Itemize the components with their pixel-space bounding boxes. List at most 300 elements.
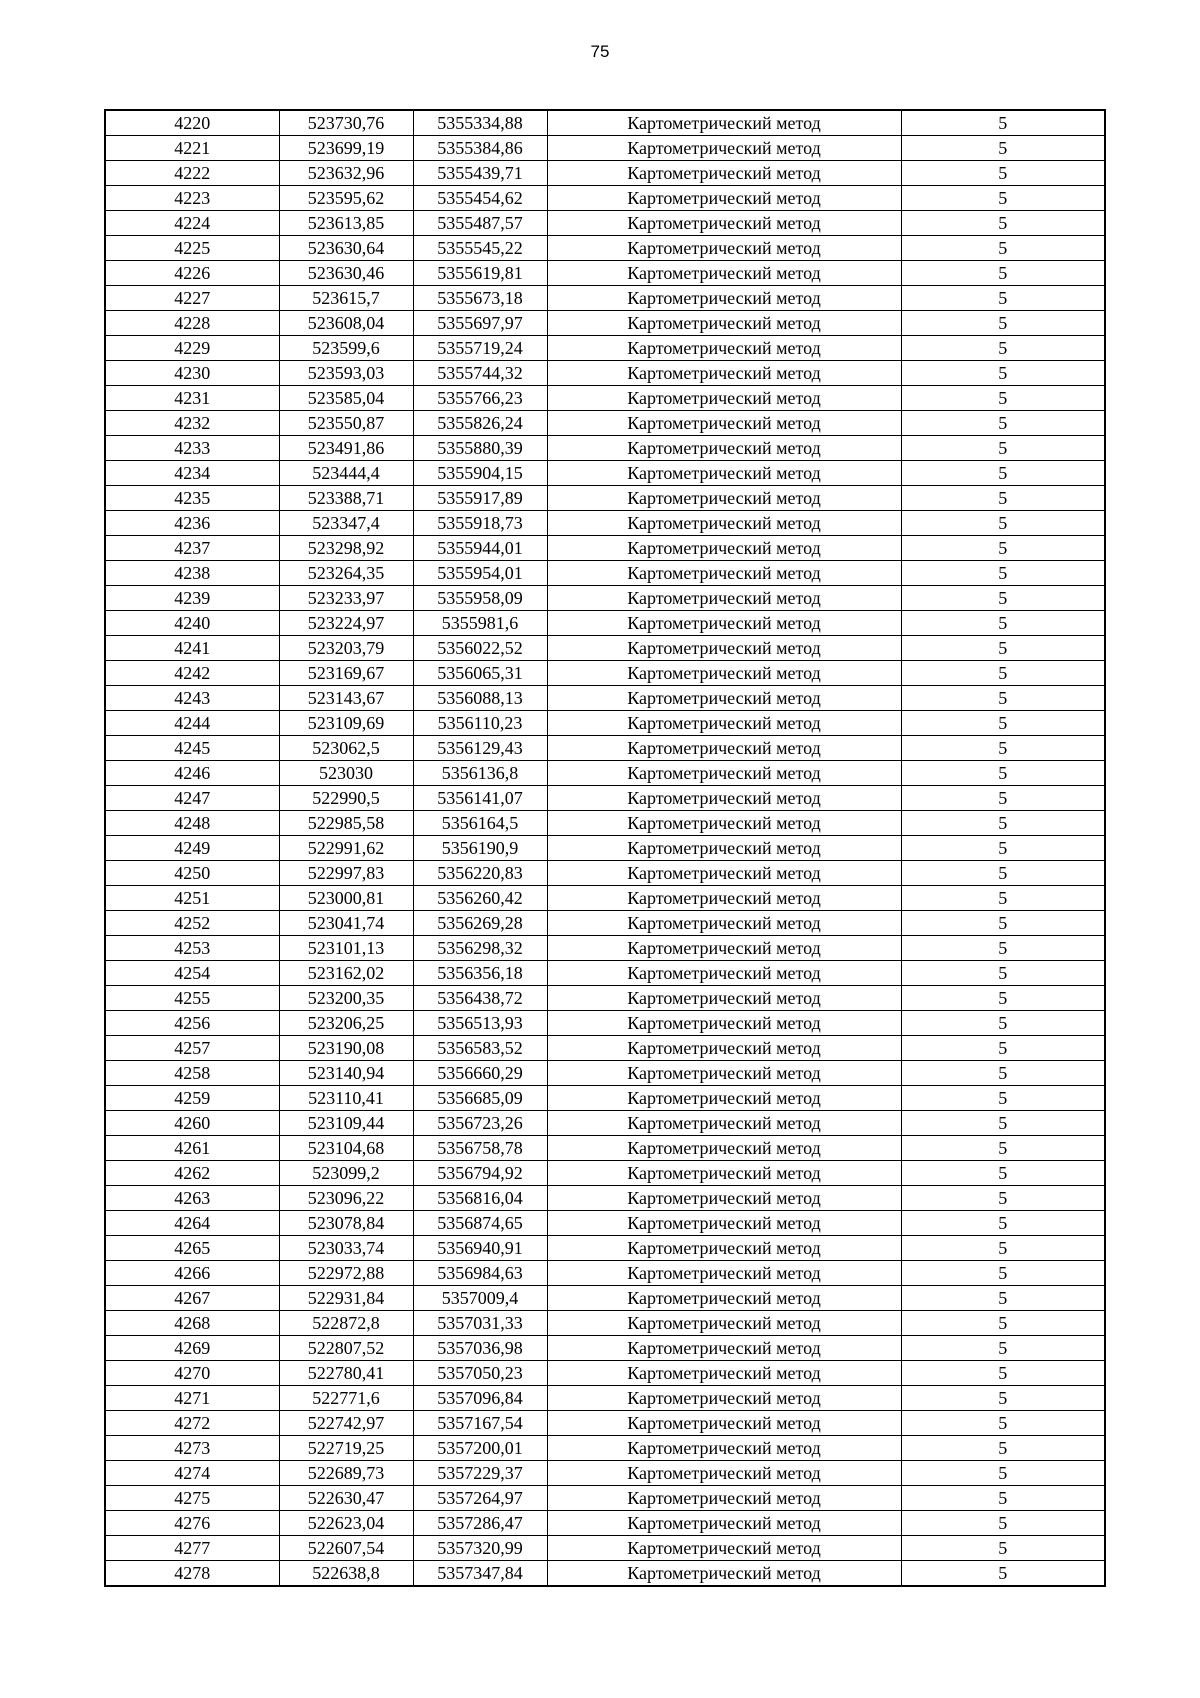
method-cell: Картометрический метод <box>547 286 901 311</box>
method-cell: Картометрический метод <box>547 161 901 186</box>
point-number-cell: 4262 <box>105 1161 279 1186</box>
method-cell: Картометрический метод <box>547 661 901 686</box>
method-cell: Картометрический метод <box>547 961 901 986</box>
accuracy-cell: 5 <box>901 186 1105 211</box>
y-coordinate-cell: 5356110,23 <box>413 711 547 736</box>
accuracy-cell: 5 <box>901 1311 1105 1336</box>
table-row <box>105 1311 1105 1336</box>
x-coordinate-cell: 522985,58 <box>279 811 413 836</box>
x-coordinate-cell: 522807,52 <box>279 1336 413 1361</box>
y-coordinate-cell: 5356022,52 <box>413 636 547 661</box>
table-row <box>105 1536 1105 1561</box>
x-coordinate-cell: 522742,97 <box>279 1411 413 1436</box>
y-coordinate-cell: 5356065,31 <box>413 661 547 686</box>
table-row <box>105 1436 1105 1461</box>
point-number-cell: 4275 <box>105 1486 279 1511</box>
x-coordinate-cell: 523630,64 <box>279 236 413 261</box>
y-coordinate-cell: 5357031,33 <box>413 1311 547 1336</box>
x-coordinate-cell: 522990,5 <box>279 786 413 811</box>
table-row <box>105 611 1105 636</box>
table-row <box>105 1061 1105 1086</box>
x-coordinate-cell: 523593,03 <box>279 361 413 386</box>
method-cell: Картометрический метод <box>547 186 901 211</box>
table-row <box>105 1261 1105 1286</box>
accuracy-cell: 5 <box>901 1486 1105 1511</box>
point-number-cell: 4249 <box>105 836 279 861</box>
table-row <box>105 461 1105 486</box>
y-coordinate-cell: 5357167,54 <box>413 1411 547 1436</box>
method-cell: Картометрический метод <box>547 1536 901 1561</box>
point-number-cell: 4237 <box>105 536 279 561</box>
accuracy-cell: 5 <box>901 1111 1105 1136</box>
x-coordinate-cell: 523730,76 <box>279 110 413 136</box>
point-number-cell: 4227 <box>105 286 279 311</box>
table-row <box>105 536 1105 561</box>
point-number-cell: 4257 <box>105 1036 279 1061</box>
y-coordinate-cell: 5356723,26 <box>413 1111 547 1136</box>
y-coordinate-cell: 5356190,9 <box>413 836 547 861</box>
y-coordinate-cell: 5356356,18 <box>413 961 547 986</box>
y-coordinate-cell: 5357036,98 <box>413 1336 547 1361</box>
y-coordinate-cell: 5355439,71 <box>413 161 547 186</box>
method-cell: Картометрический метод <box>547 1261 901 1286</box>
point-number-cell: 4246 <box>105 761 279 786</box>
y-coordinate-cell: 5355719,24 <box>413 336 547 361</box>
point-number-cell: 4254 <box>105 961 279 986</box>
x-coordinate-cell: 523298,92 <box>279 536 413 561</box>
point-number-cell: 4238 <box>105 561 279 586</box>
table-row <box>105 1336 1105 1361</box>
method-cell: Картометрический метод <box>547 936 901 961</box>
y-coordinate-cell: 5355384,86 <box>413 136 547 161</box>
accuracy-cell: 5 <box>901 1461 1105 1486</box>
accuracy-cell: 5 <box>901 586 1105 611</box>
accuracy-cell: 5 <box>901 1186 1105 1211</box>
x-coordinate-cell: 523347,4 <box>279 511 413 536</box>
table-row <box>105 1161 1105 1186</box>
y-coordinate-cell: 5355981,6 <box>413 611 547 636</box>
coordinates-table <box>104 109 1106 1587</box>
y-coordinate-cell: 5355880,39 <box>413 436 547 461</box>
table-row <box>105 361 1105 386</box>
point-number-cell: 4243 <box>105 686 279 711</box>
table-row <box>105 1561 1105 1587</box>
table-row <box>105 261 1105 286</box>
table-row <box>105 1386 1105 1411</box>
accuracy-cell: 5 <box>901 436 1105 461</box>
y-coordinate-cell: 5357320,99 <box>413 1536 547 1561</box>
accuracy-cell: 5 <box>901 1511 1105 1536</box>
table-row <box>105 1136 1105 1161</box>
point-number-cell: 4273 <box>105 1436 279 1461</box>
accuracy-cell: 5 <box>901 1286 1105 1311</box>
coordinates-table-body <box>105 110 1105 1586</box>
table-row <box>105 1236 1105 1261</box>
point-number-cell: 4222 <box>105 161 279 186</box>
x-coordinate-cell: 522623,04 <box>279 1511 413 1536</box>
y-coordinate-cell: 5356088,13 <box>413 686 547 711</box>
point-number-cell: 4230 <box>105 361 279 386</box>
x-coordinate-cell: 523140,94 <box>279 1061 413 1086</box>
point-number-cell: 4270 <box>105 1361 279 1386</box>
table-row <box>105 1111 1105 1136</box>
x-coordinate-cell: 523613,85 <box>279 211 413 236</box>
point-number-cell: 4244 <box>105 711 279 736</box>
method-cell: Картометрический метод <box>547 1411 901 1436</box>
point-number-cell: 4252 <box>105 911 279 936</box>
x-coordinate-cell: 523264,35 <box>279 561 413 586</box>
y-coordinate-cell: 5355826,24 <box>413 411 547 436</box>
point-number-cell: 4242 <box>105 661 279 686</box>
table-row <box>105 1361 1105 1386</box>
y-coordinate-cell: 5355917,89 <box>413 486 547 511</box>
method-cell: Картометрический метод <box>547 461 901 486</box>
x-coordinate-cell: 523630,46 <box>279 261 413 286</box>
point-number-cell: 4223 <box>105 186 279 211</box>
method-cell: Картометрический метод <box>547 836 901 861</box>
accuracy-cell: 5 <box>901 1261 1105 1286</box>
point-number-cell: 4251 <box>105 886 279 911</box>
accuracy-cell: 5 <box>901 361 1105 386</box>
table-row <box>105 211 1105 236</box>
method-cell: Картометрический метод <box>547 536 901 561</box>
x-coordinate-cell: 523203,79 <box>279 636 413 661</box>
x-coordinate-cell: 523595,62 <box>279 186 413 211</box>
table-row <box>105 886 1105 911</box>
x-coordinate-cell: 523608,04 <box>279 311 413 336</box>
x-coordinate-cell: 523233,97 <box>279 586 413 611</box>
table-row <box>105 186 1105 211</box>
method-cell: Картометрический метод <box>547 586 901 611</box>
table-row <box>105 1036 1105 1061</box>
point-number-cell: 4263 <box>105 1186 279 1211</box>
method-cell: Картометрический метод <box>547 1336 901 1361</box>
accuracy-cell: 5 <box>901 911 1105 936</box>
x-coordinate-cell: 523224,97 <box>279 611 413 636</box>
point-number-cell: 4259 <box>105 1086 279 1111</box>
table-row <box>105 936 1105 961</box>
point-number-cell: 4231 <box>105 386 279 411</box>
table-row <box>105 911 1105 936</box>
x-coordinate-cell: 523550,87 <box>279 411 413 436</box>
y-coordinate-cell: 5356164,5 <box>413 811 547 836</box>
accuracy-cell: 5 <box>901 411 1105 436</box>
table-row <box>105 161 1105 186</box>
method-cell: Картометрический метод <box>547 1461 901 1486</box>
method-cell: Картометрический метод <box>547 1486 901 1511</box>
accuracy-cell: 5 <box>901 1536 1105 1561</box>
method-cell: Картометрический метод <box>547 336 901 361</box>
x-coordinate-cell: 523444,4 <box>279 461 413 486</box>
accuracy-cell: 5 <box>901 511 1105 536</box>
x-coordinate-cell: 523200,35 <box>279 986 413 1011</box>
y-coordinate-cell: 5357009,4 <box>413 1286 547 1311</box>
accuracy-cell: 5 <box>901 786 1105 811</box>
accuracy-cell: 5 <box>901 136 1105 161</box>
point-number-cell: 4277 <box>105 1536 279 1561</box>
accuracy-cell: 5 <box>901 1036 1105 1061</box>
accuracy-cell: 5 <box>901 736 1105 761</box>
method-cell: Картометрический метод <box>547 261 901 286</box>
accuracy-cell: 5 <box>901 486 1105 511</box>
accuracy-cell: 5 <box>901 661 1105 686</box>
point-number-cell: 4265 <box>105 1236 279 1261</box>
x-coordinate-cell: 522771,6 <box>279 1386 413 1411</box>
table-row <box>105 561 1105 586</box>
x-coordinate-cell: 523041,74 <box>279 911 413 936</box>
x-coordinate-cell: 523699,19 <box>279 136 413 161</box>
table-row <box>105 1086 1105 1111</box>
method-cell: Картометрический метод <box>547 1361 901 1386</box>
table-row <box>105 286 1105 311</box>
point-number-cell: 4256 <box>105 1011 279 1036</box>
y-coordinate-cell: 5357286,47 <box>413 1511 547 1536</box>
accuracy-cell: 5 <box>901 1136 1105 1161</box>
method-cell: Картометрический метод <box>547 1061 901 1086</box>
point-number-cell: 4233 <box>105 436 279 461</box>
method-cell: Картометрический метод <box>547 686 901 711</box>
accuracy-cell: 5 <box>901 211 1105 236</box>
accuracy-cell: 5 <box>901 1211 1105 1236</box>
point-number-cell: 4241 <box>105 636 279 661</box>
point-number-cell: 4226 <box>105 261 279 286</box>
y-coordinate-cell: 5357200,01 <box>413 1436 547 1461</box>
x-coordinate-cell: 523104,68 <box>279 1136 413 1161</box>
x-coordinate-cell: 522931,84 <box>279 1286 413 1311</box>
y-coordinate-cell: 5355619,81 <box>413 261 547 286</box>
y-coordinate-cell: 5356260,42 <box>413 886 547 911</box>
point-number-cell: 4258 <box>105 1061 279 1086</box>
x-coordinate-cell: 523099,2 <box>279 1161 413 1186</box>
y-coordinate-cell: 5355958,09 <box>413 586 547 611</box>
point-number-cell: 4250 <box>105 861 279 886</box>
accuracy-cell: 5 <box>901 1161 1105 1186</box>
method-cell: Картометрический метод <box>547 811 901 836</box>
point-number-cell: 4229 <box>105 336 279 361</box>
table-row <box>105 961 1105 986</box>
y-coordinate-cell: 5355904,15 <box>413 461 547 486</box>
table-row <box>105 136 1105 161</box>
accuracy-cell: 5 <box>901 1386 1105 1411</box>
x-coordinate-cell: 523162,02 <box>279 961 413 986</box>
x-coordinate-cell: 523096,22 <box>279 1186 413 1211</box>
accuracy-cell: 5 <box>901 561 1105 586</box>
x-coordinate-cell: 523585,04 <box>279 386 413 411</box>
y-coordinate-cell: 5357050,23 <box>413 1361 547 1386</box>
y-coordinate-cell: 5356298,32 <box>413 936 547 961</box>
x-coordinate-cell: 522780,41 <box>279 1361 413 1386</box>
method-cell: Картометрический метод <box>547 236 901 261</box>
point-number-cell: 4260 <box>105 1111 279 1136</box>
point-number-cell: 4253 <box>105 936 279 961</box>
method-cell: Картометрический метод <box>547 1286 901 1311</box>
table-row <box>105 636 1105 661</box>
y-coordinate-cell: 5355944,01 <box>413 536 547 561</box>
method-cell: Картометрический метод <box>547 311 901 336</box>
table-row <box>105 1186 1105 1211</box>
table-row <box>105 336 1105 361</box>
accuracy-cell: 5 <box>901 986 1105 1011</box>
point-number-cell: 4264 <box>105 1211 279 1236</box>
method-cell: Картометрический метод <box>547 1436 901 1461</box>
point-number-cell: 4268 <box>105 1311 279 1336</box>
method-cell: Картометрический метод <box>547 1311 901 1336</box>
point-number-cell: 4276 <box>105 1511 279 1536</box>
accuracy-cell: 5 <box>901 1011 1105 1036</box>
x-coordinate-cell: 522991,62 <box>279 836 413 861</box>
table-row <box>105 386 1105 411</box>
method-cell: Картометрический метод <box>547 1211 901 1236</box>
table-row <box>105 986 1105 1011</box>
y-coordinate-cell: 5356940,91 <box>413 1236 547 1261</box>
method-cell: Картометрический метод <box>547 786 901 811</box>
accuracy-cell: 5 <box>901 861 1105 886</box>
method-cell: Картометрический метод <box>547 1386 901 1411</box>
method-cell: Картометрический метод <box>547 1561 901 1587</box>
x-coordinate-cell: 523110,41 <box>279 1086 413 1111</box>
table-row <box>105 311 1105 336</box>
accuracy-cell: 5 <box>901 636 1105 661</box>
point-number-cell: 4234 <box>105 461 279 486</box>
accuracy-cell: 5 <box>901 1336 1105 1361</box>
x-coordinate-cell: 523206,25 <box>279 1011 413 1036</box>
y-coordinate-cell: 5355545,22 <box>413 236 547 261</box>
y-coordinate-cell: 5357264,97 <box>413 1486 547 1511</box>
point-number-cell: 4232 <box>105 411 279 436</box>
table-row <box>105 1486 1105 1511</box>
method-cell: Картометрический метод <box>547 886 901 911</box>
y-coordinate-cell: 5355744,32 <box>413 361 547 386</box>
x-coordinate-cell: 523190,08 <box>279 1036 413 1061</box>
accuracy-cell: 5 <box>901 236 1105 261</box>
y-coordinate-cell: 5356220,83 <box>413 861 547 886</box>
y-coordinate-cell: 5355954,01 <box>413 561 547 586</box>
method-cell: Картометрический метод <box>547 1086 901 1111</box>
x-coordinate-cell: 522719,25 <box>279 1436 413 1461</box>
y-coordinate-cell: 5356583,52 <box>413 1036 547 1061</box>
accuracy-cell: 5 <box>901 110 1105 136</box>
table-row <box>105 486 1105 511</box>
accuracy-cell: 5 <box>901 386 1105 411</box>
accuracy-cell: 5 <box>901 1411 1105 1436</box>
x-coordinate-cell: 523388,71 <box>279 486 413 511</box>
accuracy-cell: 5 <box>901 161 1105 186</box>
point-number-cell: 4261 <box>105 1136 279 1161</box>
y-coordinate-cell: 5356874,65 <box>413 1211 547 1236</box>
accuracy-cell: 5 <box>901 311 1105 336</box>
x-coordinate-cell: 523491,86 <box>279 436 413 461</box>
table-row <box>105 736 1105 761</box>
table-row <box>105 836 1105 861</box>
accuracy-cell: 5 <box>901 961 1105 986</box>
method-cell: Картометрический метод <box>547 1036 901 1061</box>
y-coordinate-cell: 5356685,09 <box>413 1086 547 1111</box>
method-cell: Картометрический метод <box>547 386 901 411</box>
accuracy-cell: 5 <box>901 1361 1105 1386</box>
y-coordinate-cell: 5356513,93 <box>413 1011 547 1036</box>
method-cell: Картометрический метод <box>547 1511 901 1536</box>
point-number-cell: 4247 <box>105 786 279 811</box>
method-cell: Картометрический метод <box>547 136 901 161</box>
x-coordinate-cell: 522689,73 <box>279 1461 413 1486</box>
x-coordinate-cell: 523109,44 <box>279 1111 413 1136</box>
point-number-cell: 4255 <box>105 986 279 1011</box>
point-number-cell: 4269 <box>105 1336 279 1361</box>
method-cell: Картометрический метод <box>547 736 901 761</box>
point-number-cell: 4240 <box>105 611 279 636</box>
y-coordinate-cell: 5356269,28 <box>413 911 547 936</box>
accuracy-cell: 5 <box>901 286 1105 311</box>
method-cell: Картометрический метод <box>547 1236 901 1261</box>
x-coordinate-cell: 522972,88 <box>279 1261 413 1286</box>
method-cell: Картометрический метод <box>547 711 901 736</box>
table-row <box>105 861 1105 886</box>
accuracy-cell: 5 <box>901 836 1105 861</box>
point-number-cell: 4274 <box>105 1461 279 1486</box>
table-row <box>105 586 1105 611</box>
x-coordinate-cell: 522607,54 <box>279 1536 413 1561</box>
page-number: 75 <box>590 42 610 61</box>
method-cell: Картометрический метод <box>547 511 901 536</box>
accuracy-cell: 5 <box>901 1436 1105 1461</box>
accuracy-cell: 5 <box>901 886 1105 911</box>
method-cell: Картометрический метод <box>547 411 901 436</box>
accuracy-cell: 5 <box>901 536 1105 561</box>
point-number-cell: 4224 <box>105 211 279 236</box>
accuracy-cell: 5 <box>901 761 1105 786</box>
table-row <box>105 436 1105 461</box>
method-cell: Картометрический метод <box>547 110 901 136</box>
method-cell: Картометрический метод <box>547 436 901 461</box>
point-number-cell: 4220 <box>105 110 279 136</box>
point-number-cell: 4225 <box>105 236 279 261</box>
y-coordinate-cell: 5355918,73 <box>413 511 547 536</box>
y-coordinate-cell: 5356984,63 <box>413 1261 547 1286</box>
point-number-cell: 4248 <box>105 811 279 836</box>
method-cell: Картометрический метод <box>547 1161 901 1186</box>
y-coordinate-cell: 5357229,37 <box>413 1461 547 1486</box>
x-coordinate-cell: 522638,8 <box>279 1561 413 1587</box>
x-coordinate-cell: 523615,7 <box>279 286 413 311</box>
point-number-cell: 4272 <box>105 1411 279 1436</box>
y-coordinate-cell: 5356438,72 <box>413 986 547 1011</box>
method-cell: Картометрический метод <box>547 211 901 236</box>
accuracy-cell: 5 <box>901 686 1105 711</box>
y-coordinate-cell: 5356660,29 <box>413 1061 547 1086</box>
method-cell: Картометрический метод <box>547 861 901 886</box>
table-row <box>105 786 1105 811</box>
x-coordinate-cell: 522997,83 <box>279 861 413 886</box>
y-coordinate-cell: 5357096,84 <box>413 1386 547 1411</box>
x-coordinate-cell: 523169,67 <box>279 661 413 686</box>
table-row <box>105 661 1105 686</box>
table-row <box>105 686 1105 711</box>
table-row <box>105 811 1105 836</box>
accuracy-cell: 5 <box>901 1561 1105 1587</box>
table-row <box>105 411 1105 436</box>
x-coordinate-cell: 523033,74 <box>279 1236 413 1261</box>
point-number-cell: 4245 <box>105 736 279 761</box>
point-number-cell: 4267 <box>105 1286 279 1311</box>
point-number-cell: 4239 <box>105 586 279 611</box>
table-row <box>105 1411 1105 1436</box>
table-row <box>105 511 1105 536</box>
y-coordinate-cell: 5356758,78 <box>413 1136 547 1161</box>
accuracy-cell: 5 <box>901 1061 1105 1086</box>
accuracy-cell: 5 <box>901 936 1105 961</box>
x-coordinate-cell: 523109,69 <box>279 711 413 736</box>
method-cell: Картометрический метод <box>547 986 901 1011</box>
